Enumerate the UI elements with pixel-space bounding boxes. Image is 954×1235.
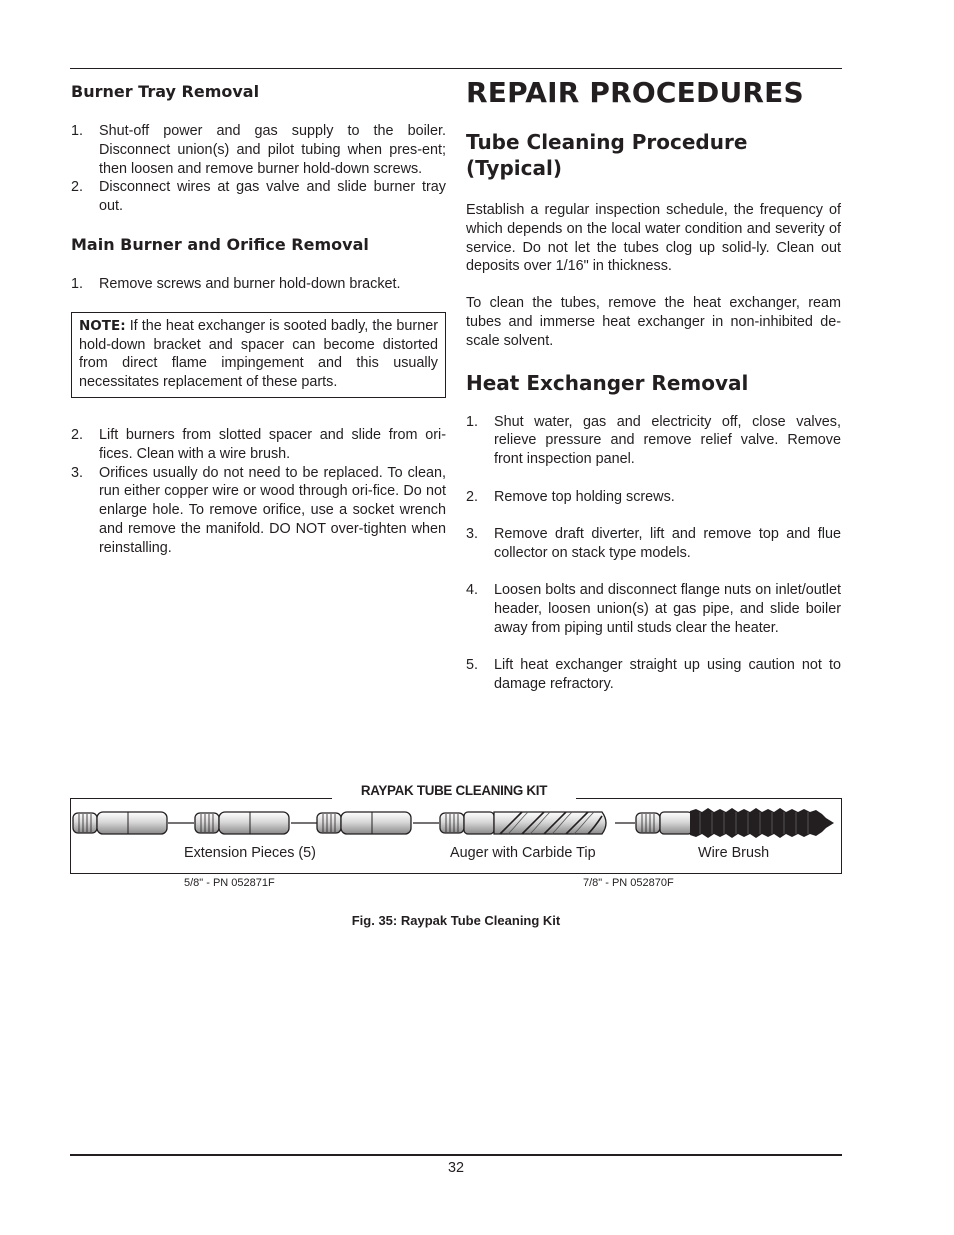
list-item: 1. Shut water, gas and electricity off, close valves, relieve pressure and remove relief valve. Remove front inspection panel. (466, 413, 841, 468)
main-burner-heading: Main Burner and Orifice Removal (71, 234, 369, 254)
extension-piece-icon (73, 812, 167, 834)
list-item: 1. Remove screws and burner hold-down bracket. (71, 275, 401, 292)
note-box (71, 312, 446, 398)
list-item: 3. Remove draft diverter, lift and remove top and flue collector on stack type models. (466, 525, 841, 561)
tube-cleaning-heading: Tube Cleaning Procedure (Typical) (466, 130, 748, 180)
page-title: REPAIR PROCEDURES (466, 76, 804, 109)
kit-title: RAYPAK TUBE CLEANING KIT (330, 783, 578, 798)
main-burner-steps-before (71, 275, 446, 294)
figure-caption: Fig. 35: Raypak Tube Cleaning Kit (351, 913, 561, 928)
extension-piece-icon (317, 812, 411, 834)
burner-tray-steps (71, 122, 446, 216)
auger-icon (440, 812, 606, 834)
footer-rule (70, 1154, 842, 1156)
header-rule (70, 68, 842, 69)
left-column (71, 80, 446, 558)
part-number-right: 7/8" - PN 052870F (583, 877, 674, 889)
list-item: 2. Remove top holding screws. (466, 488, 675, 505)
auger-label: Auger with Carbide Tip (450, 845, 596, 861)
part-number-left: 5/8" - PN 052871F (184, 877, 275, 889)
main-burner-steps-after (71, 426, 446, 558)
right-column (466, 76, 841, 694)
wire-brush-icon (636, 808, 834, 838)
note-label: NOTE: (79, 317, 126, 334)
extension-piece-icon (195, 812, 289, 834)
list-item: 2. Disconnect wires at gas valve and slide burner tray out. (71, 179, 446, 215)
list-item: 2. Lift burners from slotted spacer and slide from ori-fices. Clean with a wire brush. (71, 426, 446, 462)
heat-exchanger-heading: Heat Exchanger Removal (466, 370, 749, 395)
tube-cleaning-paragraph-2: To clean the tubes, remove the heat exchanger, ream tubes and immerse heat exchanger in non-inhibited de-scale solvent. (466, 295, 841, 349)
burner-tray-heading: Burner Tray Removal (71, 82, 260, 101)
page-number: 32 (447, 1160, 464, 1176)
cleaning-kit-illustration (70, 800, 840, 850)
list-item: 1. Shut-off power and gas supply to the boiler. Disconnect union(s) and pilot tubing when pres-ent; then loosen and remove burner hold-down screws. (71, 123, 446, 177)
list-item: 3. Orifices usually do not need to be replaced. To clean, run either copper wire or wood through ori-fice. Do not enlarge hole. To remove orifice, use a socket wrench and remove the manifold. DO NOT over-tighten when reinstalling. (71, 464, 446, 556)
heat-exchanger-steps (466, 413, 841, 694)
tube-cleaning-paragraph-1: Establish a regular inspection schedule, the frequency of which depends on the local water condition and severity of service. Do not let the tubes clog up solid-ly. Clean out deposits over 1/16" in thickness. (466, 202, 841, 275)
note-text: If the heat exchanger is sooted badly, the burner hold-down bracket and spacer can become distorted from direct flame impingement and this usually necessitates replacement of these parts. (79, 317, 439, 391)
list-item: 4. Loosen bolts and disconnect flange nuts on inlet/outlet header, loosen union(s) at gas pipe, and slide boiler away from piping until studs clear the heater. (466, 582, 841, 636)
list-item: 5. Lift heat exchanger straight up using caution not to damage refractory. (466, 657, 841, 692)
extension-pieces-label: Extension Pieces (5) (184, 845, 316, 861)
wire-brush-label: Wire Brush (698, 845, 770, 861)
